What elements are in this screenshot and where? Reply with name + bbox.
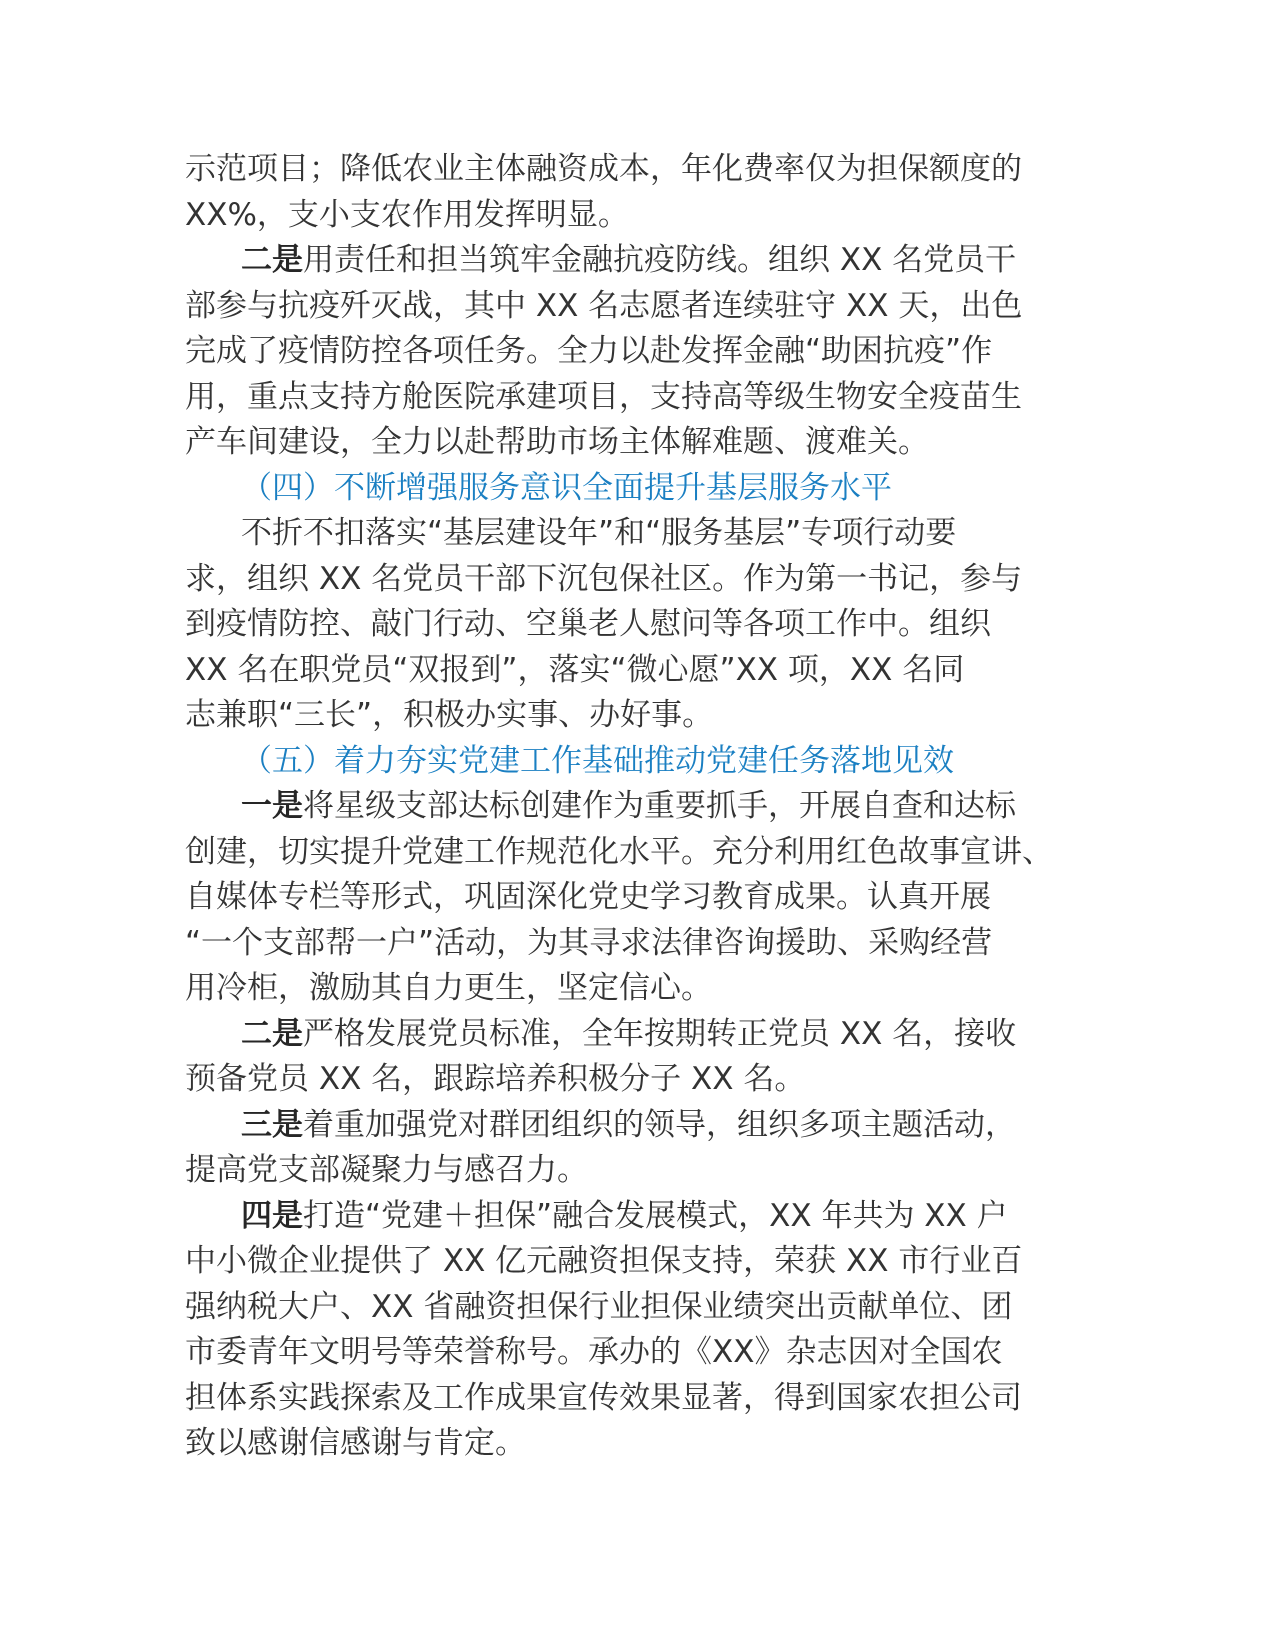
text-line [185, 830, 1090, 876]
section-heading [185, 466, 1090, 512]
line-text: 到疫情防控、敲门行动、空巢老人慰问等各项工作中。组织 [185, 606, 991, 642]
heading-text: （四）不断增强服务意识全面提升基层服务水平 [241, 469, 892, 506]
line-text: 中小微企业提供了 XX 亿元融资担保支持，荣获 XX 市行业百 [185, 1243, 1023, 1279]
line-text: 用，重点支持方舱医院承建项目，支持高等级生物安全疫苗生 [185, 378, 1022, 415]
lead-phrase: 三是 [241, 1106, 303, 1143]
line-text: 打造“党建＋担保”融合发展模式，XX 年共为 XX 户 [303, 1197, 1008, 1234]
document-body [185, 147, 1090, 1467]
line-text: 预备党员 XX 名，跟踪培养积极分子 XX 名。 [185, 1061, 806, 1097]
line-text: 致以感谢信感谢与肯定。 [185, 1425, 526, 1461]
text-line [185, 420, 1090, 466]
text-line [185, 193, 1090, 239]
line-text: 示范项目；降低农业主体融资成本，年化费率仅为担保额度的 [185, 151, 1022, 187]
line-text: 强纳税大户、XX 省融资担保行业担保业绩突出贡献单位、团 [185, 1288, 1013, 1325]
text-line [185, 875, 1090, 921]
text-line [185, 1285, 1090, 1331]
text-line [185, 1239, 1090, 1285]
text-line [185, 921, 1090, 967]
lead-phrase: 二是 [241, 1015, 303, 1052]
lead-phrase: 二是 [241, 242, 303, 278]
section-heading [185, 739, 1090, 785]
text-line [185, 1148, 1090, 1194]
line-text: XX%，支小支农作用发挥明显。 [185, 196, 629, 233]
line-text: 完成了疫情防控各项任务。全力以赴发挥金融“助困抗疫”作 [185, 333, 993, 369]
heading-text: （五）着力夯实党建工作基础推动党建任务落地见效 [241, 742, 954, 779]
text-line [185, 238, 1090, 284]
line-text: 将星级支部达标创建作为重要抓手，开展自查和达标 [303, 788, 1016, 824]
text-line [185, 602, 1090, 648]
text-line [185, 147, 1090, 193]
text-line [185, 1330, 1090, 1376]
text-line [185, 1012, 1090, 1058]
line-text: 着重加强党对群团组织的领导，组织多项主题活动， [303, 1106, 1016, 1143]
text-line [185, 1057, 1090, 1103]
text-line [185, 693, 1090, 739]
text-line [185, 784, 1090, 830]
text-line [185, 284, 1090, 330]
lead-phrase: 一是 [241, 788, 303, 824]
text-line [185, 1421, 1090, 1467]
line-text: 求，组织 XX 名党员干部下沉包保社区。作为第一书记，参与 [185, 560, 1023, 597]
line-text: 用责任和担当筑牢金融抗疫防线。组织 XX 名党员干 [303, 242, 1017, 278]
line-text: 市委青年文明号等荣誉称号。承办的《XX》杂志因对全国农 [185, 1334, 1003, 1370]
text-line [185, 1194, 1090, 1240]
line-text: 部参与抗疫歼灭战，其中 XX 名志愿者连续驻守 XX 天，出色 [185, 287, 1023, 324]
text-line [185, 648, 1090, 694]
line-text: 用冷柜，激励其自力更生，坚定信心。 [185, 970, 712, 1006]
line-text: 自媒体专栏等形式，巩固深化党史学习教育成果。认真开展 [185, 879, 991, 915]
line-text: 担体系实践探索及工作成果宣传效果显著，得到国家农担公司 [185, 1379, 1022, 1416]
line-text: 严格发展党员标准，全年按期转正党员 XX 名，接收 [303, 1015, 1017, 1052]
text-line [185, 329, 1090, 375]
text-line [185, 1103, 1090, 1149]
text-line [185, 375, 1090, 421]
line-text: 产车间建设，全力以赴帮助市场主体解难题、渡难关。 [185, 424, 929, 460]
text-line [185, 511, 1090, 557]
line-text: XX 名在职党员“双报到”，落实“微心愿”XX 项，XX 名同 [185, 651, 965, 688]
line-text: 志兼职“三长”，积极办实事、办好事。 [185, 697, 714, 733]
line-text: 提高党支部凝聚力与感召力。 [185, 1152, 588, 1188]
text-line [185, 1376, 1090, 1422]
line-text: 不折不扣落实“基层建设年”和“服务基层”专项行动要 [241, 515, 957, 551]
text-line [185, 966, 1090, 1012]
text-line [185, 557, 1090, 603]
lead-phrase: 四是 [241, 1197, 303, 1234]
line-text: “一个支部帮一户”活动，为其寻求法律咨询援助、采购经营 [185, 924, 993, 961]
line-text: 创建，切实提升党建工作规范化水平。充分利用红色故事宣讲、 [185, 833, 1053, 870]
